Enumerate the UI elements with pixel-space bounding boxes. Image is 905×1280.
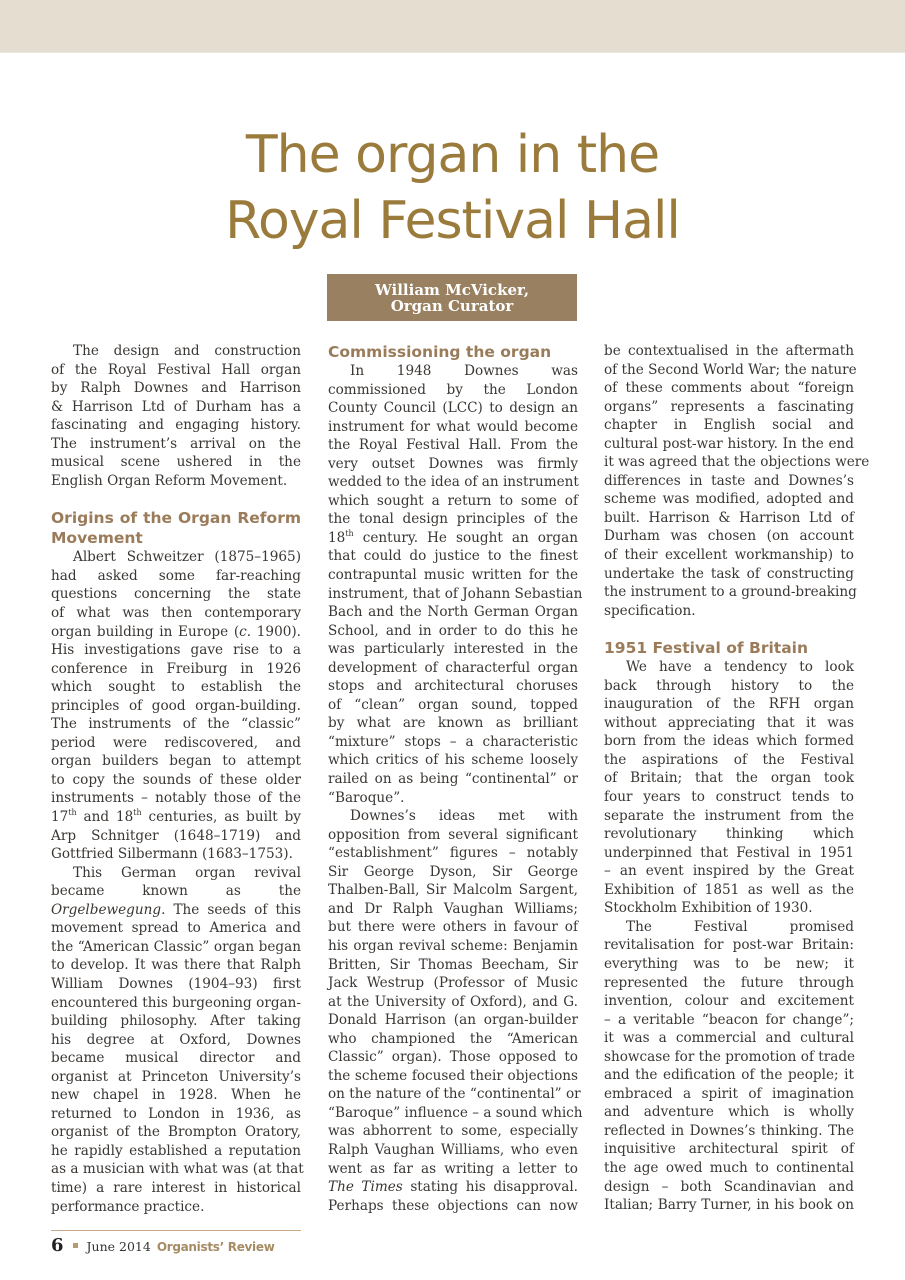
heading-line: Origins of the Organ Reform [51, 509, 301, 528]
text-run: stating his disapproval. [402, 1179, 579, 1196]
text-line: The design and construction [73, 343, 301, 359]
text-line: “mixture” stops – a characteristic [328, 733, 578, 750]
text-line: it was agreed that the objections were [604, 454, 870, 471]
text-line [328, 1178, 578, 1197]
text-line: without appreciating that it was [604, 714, 854, 731]
text-line: embraced a spirit of imagination [604, 1085, 854, 1102]
text-line: four years to construct tends to [604, 789, 854, 806]
text-line: – an event inspired by the Great [604, 863, 854, 880]
text-line: contrapuntal music written for the [328, 567, 578, 584]
text-line: specification. [604, 602, 696, 619]
text-line: scheme was modified, adopted and [604, 491, 854, 508]
text-line: invention, colour and excitement [604, 993, 854, 1010]
text-line [328, 529, 578, 548]
text-line: organist of the Brompton Oratory, [51, 1124, 301, 1141]
text-line: fascinating and engaging history. [51, 417, 301, 434]
text-line: by what are known as brilliant [328, 715, 578, 732]
text-line: Bach and the North German Organ [328, 604, 578, 621]
text-line: the scheme focused their objections [328, 1067, 578, 1084]
text-line: which critics of his scheme loosely [328, 752, 578, 769]
text-line: organs” represents a fascinating [604, 398, 854, 415]
spacer [51, 490, 301, 508]
italic-text: The Times [328, 1179, 403, 1196]
text-line: his degree at Oxford, Downes [51, 1031, 301, 1048]
text-line: English Organ Reform Movement. [51, 472, 288, 489]
text-line: encountered this burgeoning organ- [51, 994, 301, 1011]
text-line: very outset Downes was firmly [328, 455, 578, 472]
text-line: Durham was chosen (on account [604, 528, 854, 545]
text-line: had asked some far-reaching [51, 567, 301, 584]
text-line: represented the future through [604, 974, 854, 991]
article-title [0, 122, 905, 254]
text-run: and 18 [76, 809, 134, 826]
paragraph-commission [328, 362, 583, 807]
text-line: became known as the [51, 883, 301, 900]
text-line: instrument, that of Johann Sebastian [328, 585, 583, 602]
author-byline [327, 274, 577, 321]
text-line: Ralph Vaughan Williams, who even [328, 1141, 578, 1158]
text-line: of what was then contemporary [51, 605, 301, 622]
text-line: organist at Princeton University’s [51, 1068, 301, 1085]
text-line: but there were others in favour of [328, 919, 578, 936]
text-run: 1900). [251, 623, 301, 640]
text-line: development of characterful organ [328, 659, 578, 676]
text-line: conference in Freiburg in 1926 [51, 660, 301, 677]
text-line: & Harrison Ltd of Durham has a [51, 398, 301, 415]
text-line: the aspirations of the Festival [604, 751, 854, 768]
text-line: was particularly interested in the [328, 641, 578, 658]
text-line: wedded to the idea of an instrument [328, 474, 579, 491]
text-line: showcase for the promotion of trade [604, 1048, 856, 1065]
text-line: as a musician with what was (at that [51, 1161, 304, 1178]
text-line: that could do justice to the finest [328, 548, 578, 565]
text-line: Stockholm Exhibition of 1930. [604, 900, 813, 917]
section-heading-origins [51, 508, 301, 548]
page-number: 6 [51, 1235, 64, 1256]
text-line: the instrument to a ground-breaking [604, 584, 857, 601]
author-name: William McVicker, [374, 280, 530, 299]
text-line: Exhibition of 1851 as well as the [604, 881, 854, 898]
text-line: Thalben-Ball, Sir Malcolm Sargent, [328, 882, 578, 899]
column-3 [604, 342, 870, 1215]
text-line: his organ revival scheme: Benjamin [328, 937, 578, 954]
text-line: Classic” organ). Those opposed to [328, 1049, 578, 1066]
text-run: century. He sought an organ [353, 529, 578, 546]
text-line: opposition from several significant [328, 826, 578, 843]
text-line: The instruments of the “classic” [51, 716, 301, 733]
text-line: returned to London in 1936, as [51, 1105, 301, 1122]
text-line: “Baroque” influence – a sound which [328, 1104, 583, 1121]
column-2 [328, 342, 583, 1215]
paragraph-contextualised [604, 342, 870, 620]
text-line: to copy the sounds of these older [51, 771, 301, 788]
text-line: Jack Westrup (Professor of Music [328, 975, 578, 992]
text-line: School, and in order to do this he [328, 622, 578, 639]
text-run: . The seeds of this [161, 901, 301, 918]
footer-divider [51, 1230, 301, 1231]
text-line: questions concerning the state [51, 586, 301, 603]
text-line: of the Royal Festival Hall organ [51, 361, 301, 378]
text-line: period were rediscovered, and [51, 734, 301, 751]
text-line: Gottfried Silbermann (1683–1753). [51, 846, 293, 863]
section-heading-festival: 1951 Festival of Britain [604, 639, 809, 658]
text-line: everything was to be new; it [604, 955, 854, 972]
paragraph-tendency [604, 658, 854, 918]
paragraph-orgelbewegung [51, 864, 304, 1216]
text-line: be contextualised in the aftermath [604, 343, 854, 359]
text-run: organ building in Europe ( [51, 623, 240, 640]
text-line: the age owed much to continental [604, 1159, 854, 1176]
text-line: The instrument’s arrival on the [51, 435, 301, 452]
text-line: went as far as writing a letter to [328, 1160, 578, 1177]
text-line: on the nature of the “continental” or [328, 1086, 581, 1103]
text-line: differences in taste and Downes’s [604, 472, 854, 489]
text-line: “Baroque”. [328, 789, 405, 806]
text-line: to develop. It was there that Ralph [51, 957, 301, 974]
heading-line: Movement [51, 529, 143, 548]
top-band [0, 0, 905, 53]
text-line: and Dr Ralph Vaughan Williams; [328, 900, 578, 917]
text-line: it was a commercial and cultural [604, 1030, 854, 1047]
superscript: th [68, 808, 77, 818]
title-line-2: Royal Festival Hall [225, 191, 680, 251]
italic-text: c. [239, 623, 252, 640]
text-line: which sought a return to some of [328, 492, 578, 509]
text-line: Italian; Barry Turner, in his book on [604, 1197, 854, 1214]
page-footer [51, 1235, 275, 1255]
text-line: time) a rare interest in historical [51, 1179, 301, 1196]
text-line: “establishment” figures – notably [328, 845, 578, 862]
text-line: Downes’s ideas met with [350, 808, 578, 825]
text-line: of “clean” organ sound, topped [328, 696, 578, 713]
text-line: back through history to the [604, 677, 854, 694]
paragraph-festival-promised [604, 918, 854, 1215]
text-line: and adventure which is wholly [604, 1104, 854, 1121]
text-line: undertake the task of constructing [604, 565, 854, 582]
text-line: of Britain; that the organ took [604, 770, 854, 787]
superscript: th [345, 528, 354, 538]
text-line: new chapel in 1928. When he [51, 1087, 301, 1104]
text-line: revitalisation for post-war Britain: [604, 937, 854, 954]
text-line: Sir George Dyson, Sir George [328, 863, 578, 880]
text-line: at the University of Oxford), and G. [328, 993, 578, 1010]
text-line: We have a tendency to look [626, 659, 854, 676]
text-line: instruments – notably those of the [51, 790, 301, 807]
text-line: performance practice. [51, 1198, 205, 1215]
text-line [51, 901, 301, 920]
italic-text: Orgelbewegung [51, 901, 162, 918]
text-line: born from the ideas which formed [604, 733, 854, 750]
section-heading-commissioning: Commissioning the organ [328, 343, 552, 361]
text-line: reflected in Downes’s thinking. The [604, 1122, 854, 1139]
spacer [604, 620, 854, 638]
superscript: th [133, 808, 142, 818]
text-line: he rapidly established a reputation [51, 1142, 301, 1159]
text-line: stops and architectural choruses [328, 678, 578, 695]
text-line: This German organ revival [73, 864, 301, 881]
text-line: Arp Schnitger (1648–1719) and [51, 827, 301, 844]
text-line: of their excellent workmanship) to [604, 547, 854, 564]
text-line: inauguration of the RFH organ [604, 696, 854, 713]
text-line: of the Second World War; the nature [604, 361, 857, 378]
text-line: principles of good organ-building. [51, 697, 301, 714]
text-line: instrument for what would become [328, 418, 578, 435]
text-run: 17 [51, 809, 69, 826]
text-line: railed on as being “continental” or [328, 771, 578, 788]
text-line: – a veritable “beacon for change”; [604, 1011, 854, 1028]
text-line: building philosophy. After taking [51, 1013, 301, 1030]
text-line: and the edification of the people; it [604, 1067, 854, 1084]
text-line [51, 623, 301, 642]
text-line: musical scene ushered in the [51, 454, 301, 471]
text-run: 18 [328, 529, 346, 546]
text-line: revolutionary thinking which [604, 826, 854, 843]
text-line: which sought to establish the [51, 679, 301, 696]
text-line [51, 808, 301, 827]
text-line: Britten, Sir Thomas Beecham, Sir [328, 956, 578, 973]
text-line: commissioned by the London [328, 381, 578, 398]
text-line: William Downes (1904–93) first [51, 975, 301, 992]
text-line: The Festival promised [626, 918, 854, 935]
text-line: organ builders began to attempt [51, 753, 301, 770]
text-run: centuries, as built by [141, 809, 301, 826]
text-line: the Royal Festival Hall. From the [328, 437, 578, 454]
text-line: the “American Classic” organ began [51, 938, 301, 955]
text-line: separate the instrument from the [604, 807, 854, 824]
text-line: Albert Schweitzer (1875–1965) [73, 549, 301, 566]
square-bullet-icon [73, 1243, 78, 1248]
text-line: built. Harrison & Harrison Ltd of [604, 509, 854, 526]
column-1 [51, 342, 304, 1216]
text-line: underpinned that Festival in 1951 [604, 844, 854, 861]
text-line: County Council (LCC) to design an [328, 400, 578, 417]
text-line: who championed the “American [328, 1030, 578, 1047]
text-line: cultural post-war history. In the end [604, 435, 854, 452]
text-line: movement spread to America and [51, 920, 301, 937]
text-line: chapter in English social and [604, 417, 854, 434]
text-line: by Ralph Downes and Harrison [51, 380, 301, 397]
text-line: His investigations gave rise to a [51, 642, 301, 659]
text-line: was abhorrent to some, especially [328, 1123, 578, 1140]
text-line: became musical director and [51, 1050, 301, 1067]
title-line-1: The organ in the [245, 125, 660, 185]
issue-date: June 2014 [86, 1239, 151, 1254]
text-line: Donald Harrison (an organ-builder [328, 1012, 578, 1029]
text-line: inquisitive architectural spirit of [604, 1141, 854, 1158]
text-line: design – both Scandinavian and [604, 1178, 854, 1195]
paragraph-schweitzer [51, 548, 301, 863]
paragraph-opposition [328, 807, 583, 1215]
author-role: Organ Curator [390, 296, 514, 315]
text-line: Perhaps these objections can now [328, 1197, 578, 1214]
text-line: the tonal design principles of the [328, 511, 578, 528]
intro-paragraph [51, 342, 301, 490]
text-line: In 1948 Downes was [350, 363, 578, 379]
magazine-name: Organists’ Review [156, 1240, 275, 1254]
text-line: of these comments about “foreign [604, 380, 854, 397]
